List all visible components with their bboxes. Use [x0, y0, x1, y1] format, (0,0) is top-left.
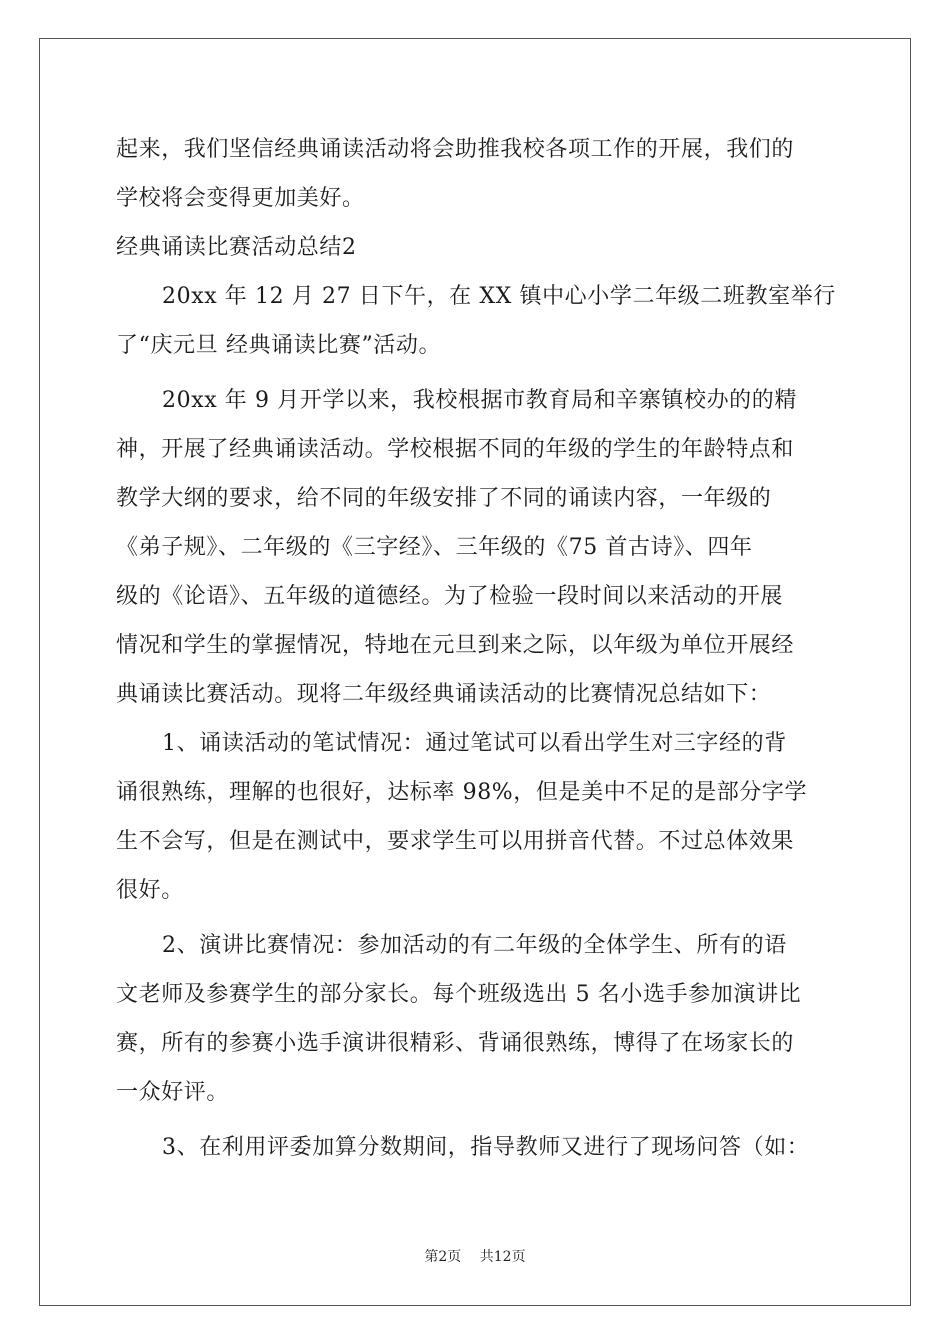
page-footer: [0, 1246, 950, 1266]
section-title: 经典诵读比赛活动总结2: [116, 235, 357, 260]
text-line: 赛，所有的参赛小选手演讲很精彩、背诵很熟练，博得了在场家长的: [116, 1031, 795, 1056]
text-line: 2、演讲比赛情况：参加活动的有二年级的全体学生、所有的语: [162, 933, 787, 958]
text-line: 20xx 年 12 月 27 日下午，在 XX 镇中心小学二年级二班教室举行: [162, 284, 836, 309]
text-line: 3、在利用评委加算分数期间，指导教师又进行了现场问答（如：: [162, 1135, 810, 1160]
page-total: 共12页: [479, 1249, 526, 1265]
text-line: 起来，我们坚信经典诵读活动将会助推我校各项工作的开展，我们的: [116, 137, 795, 162]
text-line: 神，开展了经典诵读活动。学校根据不同的年级的学生的年龄特点和: [116, 437, 795, 462]
text-line: 教学大纲的要求，给不同的年级安排了不同的诵读内容，一年级的: [116, 486, 772, 511]
text-line: 《弟子规》、二年级的《三字经》、三年级的《75 首古诗》、四年: [116, 535, 753, 560]
text-line: 20xx 年 9 月开学以来，我校根据市教育局和辛寨镇校办的的精: [162, 388, 797, 413]
text-line: 典诵读比赛活动。现将二年级经典诵读活动的比赛情况总结如下：: [116, 682, 772, 707]
page-number: 第2页: [424, 1249, 462, 1265]
text-line: 诵很熟练，理解的也很好，达标率 98%，但是美中不足的是部分字学: [116, 780, 808, 805]
text-line: 级的《论语》、五年级的道德经。为了检验一段时间以来活动的开展: [116, 584, 784, 609]
text-line: 1、诵读活动的笔试情况：通过笔试可以看出学生对三字经的背: [162, 731, 787, 756]
text-line: 了“庆元旦 经典诵读比赛”活动。: [116, 333, 442, 358]
document-body: [116, 125, 836, 1172]
text-line: 很好。: [116, 878, 184, 903]
text-line: 一众好评。: [116, 1080, 230, 1105]
text-line: 情况和学生的掌握情况，特地在元旦到来之际，以年级为单位开展经: [116, 633, 795, 658]
text-line: 学校将会变得更加美好。: [116, 186, 365, 211]
text-line: 生不会写，但是在测试中，要求学生可以用拼音代替。不过总体效果: [116, 829, 795, 854]
text-line: 文老师及参赛学生的部分家长。每个班级选出 5 名小选手参加演讲比: [116, 982, 802, 1007]
